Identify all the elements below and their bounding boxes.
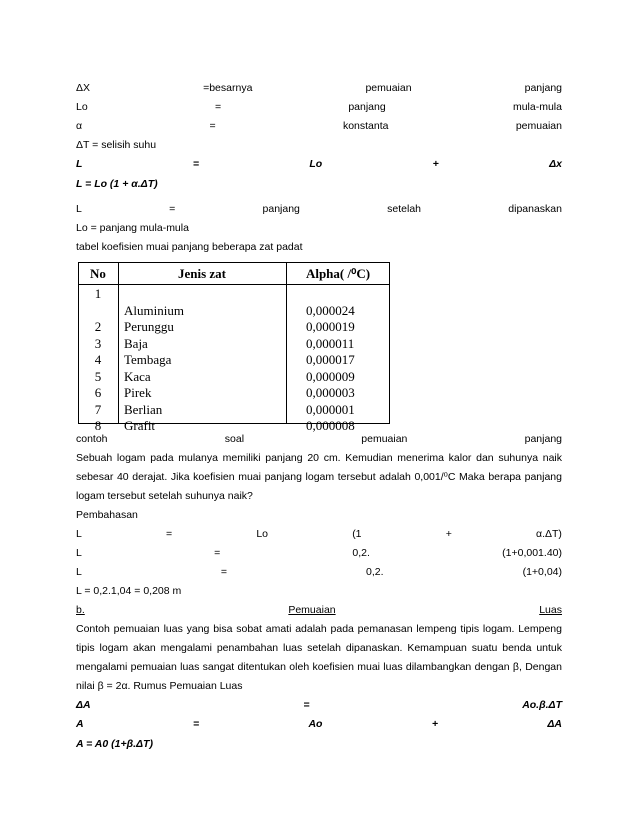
cell-no: 2: [94, 319, 102, 334]
word: =: [192, 158, 199, 170]
cell-no: 7: [94, 401, 102, 417]
word: panjang: [524, 433, 562, 445]
word: =: [303, 699, 310, 711]
example-title: [76, 431, 562, 447]
text: Lo = panjang mula-mula: [76, 222, 189, 234]
formula-area-delta: [76, 697, 562, 713]
word: (1+0,04): [522, 566, 562, 578]
solution-step-1: [76, 526, 562, 542]
word: pemuaian: [361, 433, 408, 445]
cell-no: 6: [94, 385, 102, 400]
word: pemuaian: [515, 120, 562, 132]
formula-area-expansion: A = A0 (1+β.ΔT): [76, 738, 153, 750]
word: =: [209, 120, 216, 132]
word: α.ΔT): [536, 528, 562, 540]
cell-jenis-zat: Aluminium: [124, 302, 184, 318]
word: =: [166, 528, 173, 540]
definition-l: [76, 201, 562, 217]
cell-jenis-zat: Baja: [124, 335, 148, 351]
definition-alpha: [76, 118, 562, 134]
text: L = Lo (1 + α.ΔT): [76, 178, 158, 190]
cell-no: 4: [94, 352, 102, 367]
definition-delta-t: [76, 137, 562, 153]
word: pemuaian: [365, 82, 412, 94]
word: Δx: [549, 158, 562, 170]
word: L: [76, 158, 83, 170]
column-divider: [118, 263, 119, 423]
word: L: [76, 547, 82, 559]
word: (1+0,001.40): [502, 547, 562, 559]
word: =: [192, 718, 200, 730]
cell-jenis-zat: Tembaga: [124, 352, 172, 367]
word: +: [431, 718, 438, 730]
cell-jenis-zat: Grafit: [124, 418, 156, 433]
word: A: [76, 718, 84, 730]
text: ΔT = selisih suhu: [76, 139, 157, 151]
formula-area-sum: [76, 716, 562, 732]
word: (1: [352, 528, 362, 540]
cell-jenis-zat: Perunggu: [124, 319, 174, 334]
definition-delta-x: [76, 80, 562, 96]
section-b-paragraph-line: tipis logam akan mengalami penambahan luas setelah dipanaskan. Kemampuan suatu benda untuk: [76, 642, 562, 654]
formula-linear-sum: [76, 156, 562, 172]
example-paragraph-line: sebesar 40 derajat. Jika koefisien muai panjang logam tersebut adalah 0,001/⁰C Maka berapa panjang: [76, 471, 562, 483]
word: konstanta: [342, 120, 389, 132]
cell-no: 1: [94, 286, 102, 301]
cell-jenis-zat: Pirek: [124, 385, 152, 400]
cell-alpha: 0,000008: [306, 418, 355, 433]
section-b-paragraph-line: nilai β = 2α. Rumus Pemuaian Luas: [76, 680, 243, 692]
cell-alpha: 0,000024: [306, 302, 355, 318]
word: Ao.β.ΔT: [522, 699, 562, 711]
cell-alpha: 0,000011: [306, 335, 355, 351]
table-caption: [76, 239, 562, 255]
word: b.: [76, 604, 85, 616]
word: panjang: [524, 82, 562, 94]
word: panjang: [348, 101, 386, 113]
cell-alpha: 0,000017: [306, 352, 355, 367]
word: L: [76, 566, 82, 578]
word: L: [76, 528, 82, 540]
solution-step-2: [76, 545, 562, 561]
column-divider: [286, 263, 287, 423]
word: =besarnya: [203, 82, 253, 94]
word: =: [214, 547, 221, 559]
formula-linear-expansion: [76, 176, 562, 192]
table-header-row: [79, 263, 389, 285]
word: soal: [224, 433, 245, 445]
word: Lo: [309, 158, 323, 170]
word: dipanaskan: [508, 203, 562, 215]
section-b-paragraph-line: Contoh pemuaian luas yang bisa sobat amati adalah pada pemanasan lempeng tipis logam. Lempeng: [76, 623, 562, 635]
cell-alpha: 0,000009: [306, 368, 355, 384]
word: 0,2.: [352, 547, 370, 559]
definition-lo-2: [76, 220, 562, 236]
word: L: [76, 203, 82, 215]
example-paragraph-line: logam tersebut setelah suhunya naik?: [76, 490, 253, 502]
word: Lo: [76, 101, 88, 113]
word: =: [214, 101, 222, 113]
cell-jenis-zat: Berlian: [124, 401, 163, 417]
word: Luas: [539, 604, 562, 616]
solution-step-3: [76, 564, 562, 580]
word: =: [169, 203, 176, 215]
pembahasan-label: Pembahasan: [76, 509, 138, 521]
solution-result: L = 0,2.1,04 = 0,208 m: [76, 585, 182, 597]
word: setelah: [387, 203, 422, 215]
cell-alpha: 0,000019: [306, 319, 355, 334]
section-b-heading: [76, 602, 562, 618]
word: Pemuaian: [288, 604, 336, 616]
cell-no: 3: [94, 335, 102, 351]
header-alpha: Alpha( /⁰C): [305, 266, 371, 281]
cell-alpha: 0,000003: [306, 385, 355, 400]
word: 0,2.: [366, 566, 384, 578]
word: mula-mula: [512, 101, 562, 113]
word: ΔA: [76, 699, 91, 711]
word: α: [76, 120, 83, 132]
word: +: [445, 528, 452, 540]
example-paragraph-line: Sebuah logam pada mulanya memiliki panjang 20 cm. Kemudian menerima kalor dan suhunya naik: [76, 452, 562, 464]
coefficient-table: [78, 262, 390, 433]
word: Lo: [256, 528, 269, 540]
definition-lo: [76, 99, 562, 115]
header-no: No: [90, 266, 106, 281]
word: contoh: [76, 433, 108, 445]
cell-no: 5: [94, 368, 102, 384]
cell-no: 8: [94, 418, 102, 433]
word: Ao: [308, 718, 323, 730]
header-jenis-zat: Jenis zat: [177, 266, 227, 281]
word: ΔX: [76, 82, 91, 94]
word: +: [432, 158, 439, 170]
cell-alpha: 0,000001: [306, 401, 355, 417]
word: ΔA: [547, 718, 562, 730]
section-b-paragraph-line: mengalami pemuaian luas sangat ditentukan oleh koefisien muai luas dilambangkan dengan β, Dengan: [76, 661, 562, 673]
word: =: [220, 566, 228, 578]
word: panjang: [262, 203, 300, 215]
cell-jenis-zat: Kaca: [124, 368, 151, 384]
text: tabel koefisien muai panjang beberapa zat padat: [76, 241, 303, 253]
